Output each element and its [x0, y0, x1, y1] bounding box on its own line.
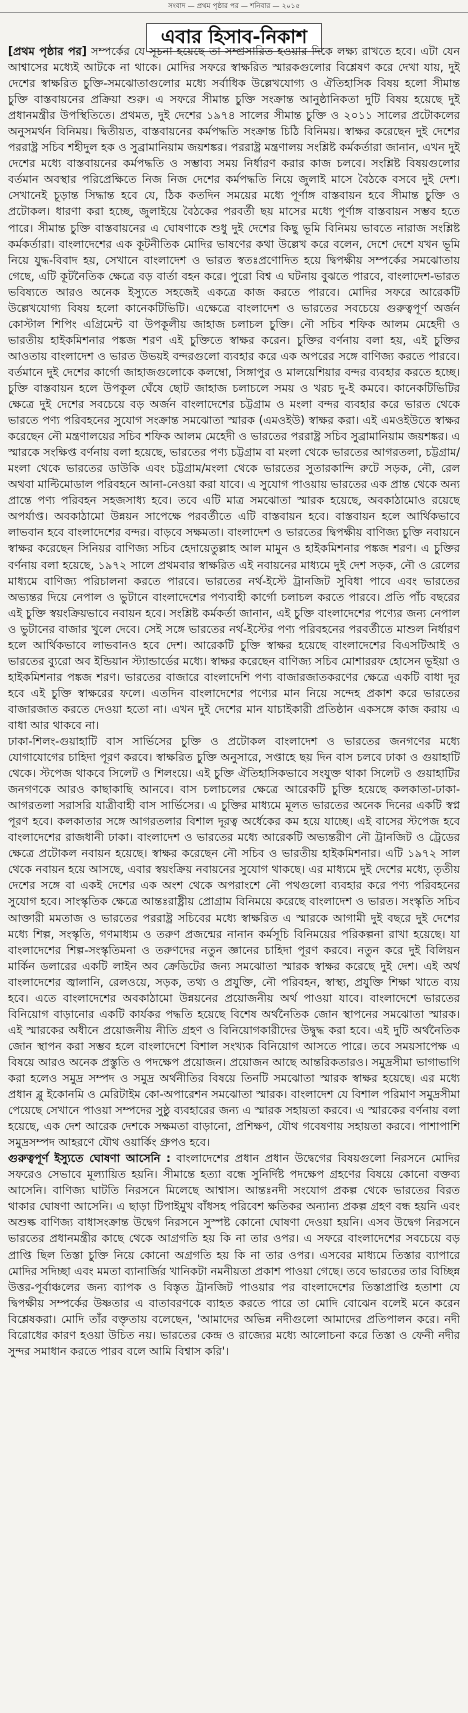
paragraph-3 [8, 1151, 460, 1360]
paragraph-3-text: বাংলাদেশের প্রধান প্রধান উদ্বেগের বিষয়গুলো নিরসনে মোদির সফরেও সেভাবে মূল্যায়িত হয়নি। সীমান্তে হত্যা বন্ধে সুনির্দিষ্ট পদক্ষেপ গ্রহণের বিষয়ে কোনো বক্তব্য আসেনি। বাণিজ্য ঘাটতি নিরসনে মিলেছে আশ্বাস। আন্তঃনদী সংযোগ প্রকল্প থেকে ভারতের বিরত থাকার ঘোষণা আসেনি। এ ছাড়া টিপাইমুখ বাঁধসহ পরিবেশ ক্ষতিকর অন্যান্য প্রকল্প গ্রহণ বন্ধ হয়নি এবং অশুল্ক বাণিজ্য বাধাসংক্রান্ত উদ্বেগ নিরসনে সুস্পষ্ট কোনো ঘোষণা দেওয়া হয়নি। এসব উদ্বেগ নিরসনে ভারতের প্রধানমন্ত্রীর কাছে থেকে আগ্রগতি হয় কি না তার ওপর। এ সফরে বাংলাদেশের সবচেয়ে বড় প্রাপ্তি ছিল তিস্তা চুক্তি নিয়ে কোনো অগ্রগতি হয় কি না তার ওপর। এসবের মাধ্যমে তিস্তার ব্যাপারে মোদির সদিচ্ছা এবং মমতা ব্যানার্জির খানিকটা নমনীয়তা প্রকাশ পাওয়া গেছে। তবে ভারতের তার বিচ্ছিন্ন উত্তর-পূর্বাঞ্চলের জন্য ব্যাপক ও বিস্তৃত ট্রানজিট পাওয়ার পর বাংলাদেশের তিস্তাপ্রাপ্তি হতাশা যে দ্বিপক্ষীয় সম্পর্কের উষ্ণতার এ বাতাবরণকে ব্যাহত করতে পারে তা মোদি বোঝেন বলেই মনে করেন বিশ্লেষকরা। মোদি তাঁর বক্তৃতায় বলেছেন, 'আমাদের অভিন্ন নদীগুলো আমাদের প্রতিপালন করে। নদী বিরোধের কারণ হওয়া উচিত নয়। ভারতের কেন্দ্র ও রাজ্যের মধ্যে আলোচনা করে তিস্তা ও ফেনী নদীর সুন্দর সমাধান করতে পারব বলে আমি বিশ্বাস করি'। [8, 1152, 460, 1358]
page-header-strip: সংবাদ — প্রথম পৃষ্ঠার পর — শনিবার — ২০১৫ [0, 0, 468, 13]
section-subhead: গুরুত্বপূর্ণ ইস্যুতে ঘোষণা আসেনি : [8, 1152, 171, 1166]
article-body [8, 44, 460, 1704]
paragraph-1 [8, 44, 460, 734]
paragraph-2 [8, 734, 460, 1151]
headline: এবার হিসাব-নিকাশ [146, 23, 322, 52]
paragraph-1-text: সম্পর্কের যে সূচনা হয়েছে তা সম্প্রসারিত হওয়ার দিকে লক্ষ্য রাখতে হবে। এটা যেন আশ্বাসের মধ্যেই আটকে না থাকে। মোদির সফরে স্বাক্ষরিত স্মারকগুলোর বিশ্লেষণ করে দেখা যায়, দুই দেশের স্বাক্ষরিত চুক্তি-সমঝোতাগুলোর মধ্যে সর্বাধিক উল্লেখযোগ্য ও ঐতিহাসিক বিষয় হলো সীমান্ত চুক্তি বাস্তবায়নের প্রক্রিয়া শুরু। এ সফরে সীমান্ত চুক্তি সংক্রান্ত আনুষ্ঠানিকতা দুটি বিষয় হয়েছে দুই প্রধানমন্ত্রীর উপস্থিতিতে। প্রথমত, দুই দেশের ১৯৭৪ সালের সীমান্ত চুক্তি ও ২০১১ সালের প্রটোকলের অনুসমর্থন বিনিময়। দ্বিতীয়ত, বাস্তবায়নের কর্মপদ্ধতি সংক্রান্ত চিঠি বিনিময়। স্বাক্ষর করেছেন দুই দেশের পররাষ্ট্র সচিব শহীদুল হক ও সুব্রামানিয়াম জয়শঙ্কর। পররাষ্ট্র মন্ত্রণালয় সংশ্লিষ্ট কর্মকর্তারা জানান, এখন দুই দেশের মধ্যে বাস্তবায়নের কর্মপদ্ধতি ও সম্ভাব্য সময় নির্ধারণ করার কাজ চলবে। সংশ্লিষ্ট বিষয়গুলোর বর্তমান অবস্থার পরিপ্রেক্ষিতে নিজ নিজ দেশের কর্মপদ্ধতি নিয়ে জুলাই মাসে বৈঠকে বসবে দুই দেশ। সেখানেই চূড়ান্ত সিদ্ধান্ত হবে যে, ঠিক কতদিন সময়ের মধ্যে পূর্ণাঙ্গ বাস্তবায়ন হবে সীমান্ত চুক্তি ও প্রটোকল। ধারণা করা হচ্ছে, জুলাইয়ে বৈঠকের পরবর্তী ছয় মাসের মধ্যে পূর্ণাঙ্গ বাস্তবায়ন সম্ভব হতে পারে। সীমান্ত চুক্তি বাস্তবায়নের এ ঘোষণাকে শুধু দুই দেশের কিছু ভূমি বিনিময় ভাবতে নারাজ সংশ্লিষ্ট কর্মকর্তারা। বাংলাদেশের এক কূটনীতিক মোদির ভাষণের কথা উল্লেখ করে বলেন, দেশে দেশে যখন ভূমি নিয়ে যুদ্ধ-বিবাদ হয়, সেখানে বাংলাদেশ ও ভারত স্বতঃপ্রণোদিত হয়ে দ্বিপক্ষীয় সম্পর্কের সমঝোতায় গেছে, এটি কূটনৈতিক ক্ষেত্রে বড় বার্তা বহন করে। পুরো বিশ্ব এ ঘটনায় বুঝতে পারবে, বাংলাদেশ-ভারত ভবিষ্যতে আরও অনেক ইস্যুতে সহজেই একত্রে কাজ করতে পারবে। মোদির সফরে আরেকটি উল্লেখযোগ্য বিষয় হলো কানেকটিভিটি। এক্ষেত্রে বাংলাদেশ ও ভারতের সবচেয়ে গুরুত্বপূর্ণ অর্জন কোস্টাল শিপিং এগ্রিমেন্ট বা উপকূলীয় জাহাজ চলাচল চুক্তি। নৌ সচিব শফিক আলম মেহেদী ও ভারতীয় হাইকমিশনার পঙ্কজ শরণ এই চুক্তিতে স্বাক্ষর করেন। চুক্তির বর্ণনায় বলা হয়, এই চুক্তির আওতায় বাংলাদেশ ও ভারত উভয়ই বন্দরগুলো ব্যবহার করে এক অপরের সঙ্গে বাণিজ্য করতে পারবে। বর্তমানে দুই দেশের কার্গো জাহাজগুলোকে কলম্বো, সিঙ্গাপুর ও মালয়েশিয়ার বন্দর ব্যবহার করতে হচ্ছে। চুক্তি বাস্তবায়ন হলে উপকূল ঘেঁষে ছোট জাহাজ চলাচলে সময় ও খরচ দু-ই কমবে। কানেকটিভিটির ক্ষেত্রে দুই দেশের সবচেয়ে বড় অর্জন বাংলাদেশের চট্টগ্রাম ও মংলা বন্দর ব্যবহার করে ভারত থেকে ভারতে পণ্য পরিবহনের সুযোগ সংক্রান্ত সমঝোতা স্মারক (এমওইউ) স্বাক্ষর করা। এই এমওইউতে স্বাক্ষর করেছেন নৌ মন্ত্রণালয়ের সচিব শফিক আলম মেহেদী ও ভারতের পররাষ্ট্র সচিব সুব্রামানিয়াম জয়শঙ্কর। এ স্মারকে সংক্ষিপ্ত বর্ণনায় বলা হয়েছে, ভারতের পণ্য চট্টগ্রাম বা মংলা থেকে ভারতের আগরতলা, চট্টগ্রাম/মংলা থেকে ভারতের ডাউকি এবং চট্টগ্রাম/মংলা থেকে ভারতের সুতারকান্দি রুটে সড়ক, নৌ, রেল অথবা মাল্টিমোডাল পরিবহনে আনা-নেওয়া করা যাবে। এ সুযোগ পাওয়ায় ভারতের এক প্রান্ত থেকে অন্য প্রান্তে পণ্য পরিবহন সহজসাধ্য হবে। তবে এটি মাত্র সমঝোতা স্মারক হয়েছে, অবকাঠামোও রয়েছে অপর্যাপ্ত। অবকাঠামো উন্নয়ন সাপেক্ষে পরবর্তীতে এটি বাস্তবায়ন হবে। বাস্তবায়ন হলে আর্থিকভাবে লাভবান হবে বাংলাদেশের বন্দর। বাড়বে সক্ষমতা। বাংলাদেশ ও ভারতের দ্বিপক্ষীয় বাণিজ্য চুক্তি নবায়নে স্বাক্ষর করেছেন সিনিয়র বাণিজ্য সচিব হেদায়েতুল্লাহ আল মামুন ও হাইকমিশনার পঙ্কজ শরণ। এ চুক্তির বর্ণনায় বলা হয়েছে, ১৯৭২ সালে প্রথমবার স্বাক্ষরিত এই নবায়নের মাধ্যমে দুই দেশ সড়ক, নৌ ও রেলের মাধ্যমে বাণিজ্য পরিচালনা করতে পারবে। ভারতের নর্থ-ইস্টে ট্রানজিট সুবিধা পাবে এবং ভারতের অভ্যন্তর দিয়ে নেপাল ও ভুটানে বাংলাদেশের পণ্যবাহী কার্গো চলাচল করতে পারবে। প্রতি পাঁচ বছরের এই চুক্তি স্বয়ংক্রিয়ভাবে নবায়ন হবে। সংশ্লিষ্ট কর্মকর্তা জানান, এই চুক্তি বাংলাদেশের পণ্যের জন্য নেপাল ও ভুটানের বাজার খুলে দেবে। সেই সঙ্গে ভারতের নর্থ-ইস্টের পণ্য পরিবহনের পরবর্তীতে মাশুল নির্ধারণ হলে আর্থিকভাবে লাভবানও হবে দেশ। আরেকটি চুক্তি স্বাক্ষর হয়েছে বাংলাদেশের বিএসটিআই ও ভারতের ব্যুরো অব ইন্ডিয়ান স্ট্যান্ডার্ডের মধ্যে। স্বাক্ষর করেছেন বাণিজ্য সচিব মোশাররফ হোসেন ভূইয়া ও হাইকমিশনার পঙ্কজ শরণ। ভারতের বাজারে বাংলাদেশি পণ্য বাজারজাতকরণের ক্ষেত্রে একটি বাধা দূর হবে এই চুক্তি স্বাক্ষরের ফলে। এতদিন বাংলাদেশের পণ্যের মান নিয়ে সন্দেহ প্রকাশ করে ভারতের বাজারজাত করতে দেওয়া হতো না। এখন দুই দেশের মান যাচাইকারী প্রতিষ্ঠান একসঙ্গে কাজ করায় এ বাধা আর থাকবে না। [8, 45, 460, 732]
continuation-tag: [প্রথম পৃষ্ঠার পর] [8, 45, 87, 58]
paragraph-2-text: ঢাকা-শিলং-গুয়াহাটি বাস সার্ভিসের চুক্তি ও প্রটোকল বাংলাদেশ ও ভারতের জনগণের মধ্যে যোগাযোগের চাহিদা পূরণ করবে। স্বাক্ষরিত চুক্তি অনুসারে, সপ্তাহে ছয় দিন বাস চলবে ঢাকা ও গুয়াহাটি থেকে। স্টপেজ থাকবে সিলেট ও শিলংয়ে। এই চুক্তি ঐতিহাসিকভাবে সংযুক্ত থাকা সিলেট ও গুয়াহাটির জনগণকে আরও কাছাকাছি আনবে। বাস চলাচলের ক্ষেত্রে আরেকটি চুক্তি হয়েছে কলকাতা-ঢাকা-আগরতলা সরাসরি যাত্রীবাহী বাস সার্ভিসের। এ চুক্তির মাধ্যমে মূলত ভারতের অনেক দিনের একটি স্বপ্ন পূরণ হবে। কলকাতার সঙ্গে আগরতলার বিশাল দূরত্ব অর্ধেকের কম হয়ে যাচ্ছে। এই বাসের স্টপেজ হবে বাংলাদেশের রাজধানী ঢাকা। বাংলাদেশ ও ভারতের মধ্যে আরেকটি অভ্যন্তরীণ নৌ ট্রানজিট ও ট্রেডের ক্ষেত্রে প্রটোকল নবায়ন হয়েছে। স্বাক্ষর করেছেন নৌ সচিব ও ভারতীয় হাইকমিশনার। এটি ১৯৭২ সাল থেকে নবায়ন হয়ে আসছে, এবার স্বয়ংক্রিয় নবায়নের সুযোগ থাকছে। এর মাধ্যমে দুই দেশের মধ্যে, তৃতীয় দেশের সঙ্গে বা একই দেশের এক অংশ থেকে অপরাংশে নৌ পথগুলো ব্যবহার করে পণ্য পরিবহনের সুযোগ হবে। সাংস্কৃতিক ক্ষেত্রে আন্তঃরাষ্ট্রীয় প্রোগ্রাম বিনিময়ে করেছে বাংলাদেশ ও ভারত। সংস্কৃতি সচিব আক্তারী মমতাজ ও ভারতের পররাষ্ট্র সচিবের মধ্যে স্বাক্ষরিত এ স্মারকে আগামী দুই বছরে দুই দেশের মধ্যে শিল্প, সংস্কৃতি, গণমাধ্যম ও তরুণ প্রজন্মের নানান কর্মসূচি বিনিময়ের পরিকল্পনা রাখা হয়েছে। যা বাংলাদেশের শিল্প-সংস্কৃতিমনা ও তরুণদের নতুন জ্ঞানের চাহিদা পূরণ করবে। নতুন করে দুই বিলিয়ন মার্কিন ডলারের একটি লাইন অব ক্রেডিটের জন্য সমঝোতা স্মারক স্বাক্ষর করেছে দুই দেশ। এই অর্থ বাংলাদেশের জ্বালানি, রেলওয়ে, সড়ক, তথ্য ও প্রযুক্তি, নৌ পরিবহন, স্বাস্থ্য, প্রযুক্তি শিক্ষা খাতে ব্যয় হবে। এতে বাংলাদেশের অবকাঠামো উন্নয়নের প্রয়োজনীয় অর্থ পাওয়া যাবে। বাংলাদেশে ভারতের বিনিয়োগ বাড়ানোর একটি কার্যকর পদ্ধতি হয়েছে বিশেষ অর্থনৈতিক জোন স্থাপনের সমঝোতা স্মারক। এই স্মারকের অধীনে প্রয়োজনীয় নীতি গ্রহণ ও বিনিয়োগকারীদের উদ্বুদ্ধ করা হবে। এই দুটি অর্থনৈতিক জোন স্থাপন করা সম্ভব হলে বাংলাদেশে বিশাল সংখ্যক বিনিয়োগ আসতে পারে। তবে সময়সাপেক্ষ এ বিষয়ে আরও অনেক প্রস্তুতি ও পদক্ষেপ প্রয়োজন। প্রয়োজন আছে আন্তরিকতারও। সমুদ্রসীমা ভাগাভাগি করা হলেও সমুদ্র সম্পদ ও সমুদ্র অর্থনীতির বিষয়ে তিনটি সমঝোতা স্মারক স্বাক্ষর হয়েছে। এর মধ্যে প্রধান ব্লু ইকোনমি ও মেরিটাইম কো-অপারেশন সমঝোতা স্মারক। বাংলাদেশ যে বিশাল পরিমাণ সমুদ্রসীমা পেয়েছে সেখানে পাওয়া সম্পদের সুষ্ঠু ব্যবহারের জন্য এ স্মারক সহায়তা করবে। এ স্মারকের বর্ণনায় বলা হয়েছে, এক দেশ আরেক দেশকে সক্ষমতা বাড়ানো, প্রশিক্ষণ, যৌথ গবেষণায় সহায়তা করবে। পাশাপাশি সমুদ্রসম্পদ আহরণে যৌথ ওয়ার্কিং গ্রুপও হবে। [8, 735, 460, 1150]
